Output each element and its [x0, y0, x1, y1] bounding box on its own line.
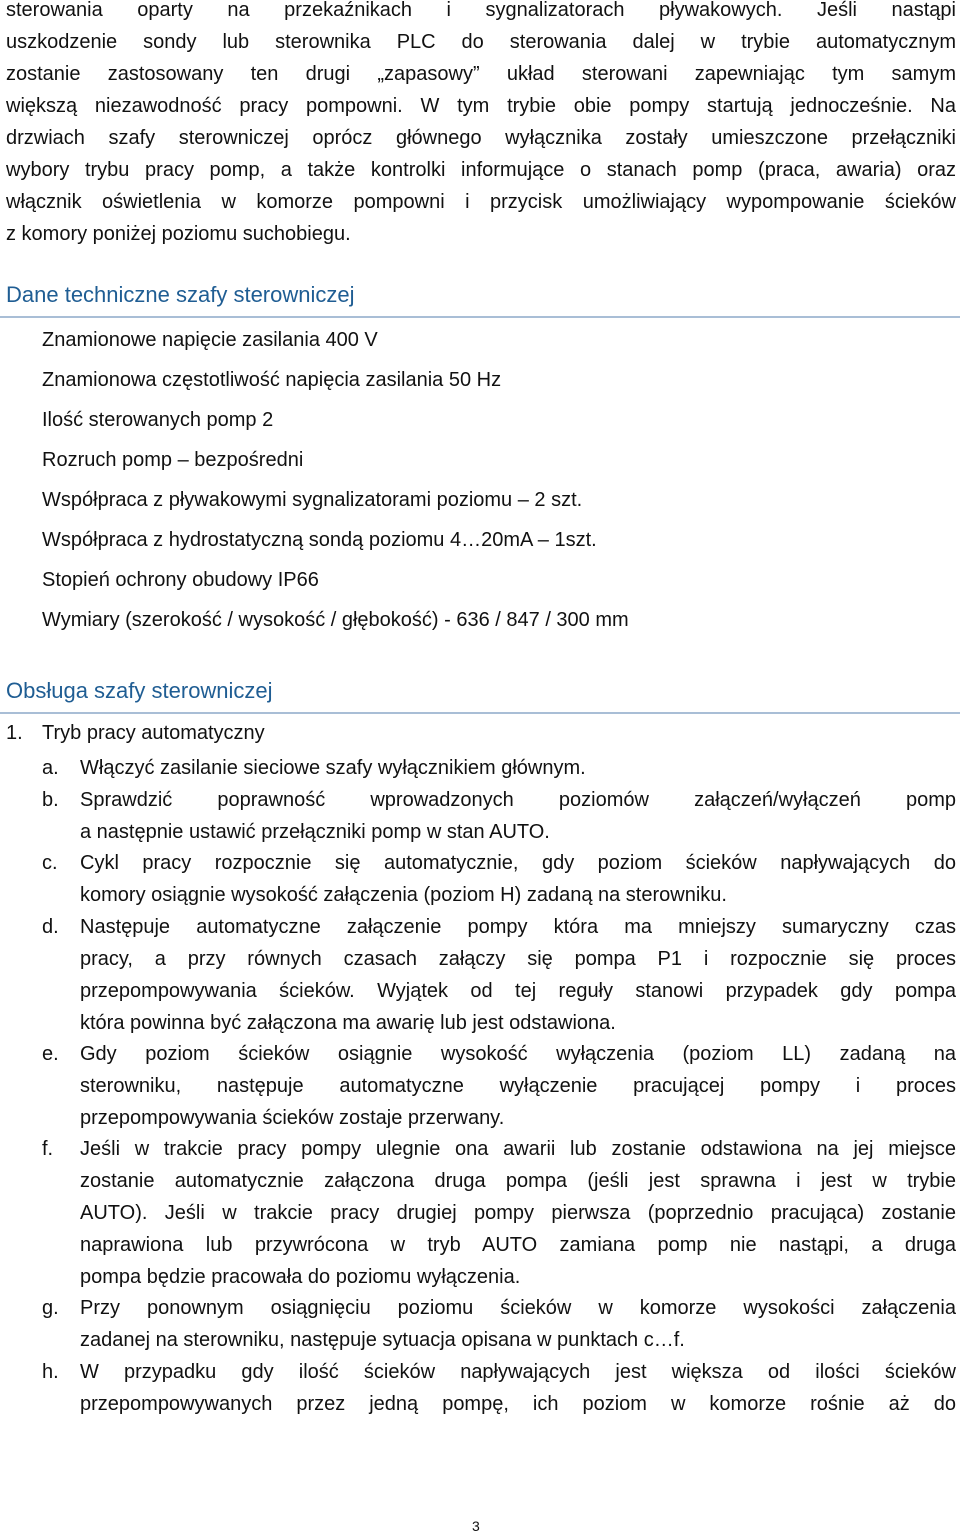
- spec-line: Znamionowe napięcie zasilania 400 V: [42, 329, 378, 351]
- intro-paragraph: [6, 0, 956, 250]
- list-item: [42, 911, 956, 1039]
- item-line: Przy ponownym osiągnięciu poziomu ścieków w komorze wysokości załączenia: [80, 1297, 956, 1319]
- list-number: 1.: [6, 722, 23, 744]
- item-letter: b.: [42, 789, 59, 811]
- spec-line: Wymiary (szerokość / wysokość / głębokość) - 636 / 847 / 300 mm: [42, 609, 629, 631]
- item-line: przepompowywania ścieków. Wyjątek od tej reguły stanowi przypadek gdy pompa: [80, 980, 956, 1002]
- section-title: Obsługa szafy sterowniczej: [6, 678, 273, 703]
- item-line: Cykl pracy rozpocznie się automatycznie, gdy poziom ścieków napływających do: [80, 852, 956, 874]
- item-line: pompa będzie pracowała do poziomu wyłączenia.: [80, 1266, 521, 1288]
- item-letter: h.: [42, 1361, 59, 1383]
- item-line: komory osiągnie wysokość załączenia (poziom H) zadaną na sterowniku.: [80, 884, 727, 906]
- item-line: przepompowywanych przez jedną pompę, ich poziom w komorze rośnie aż do: [80, 1393, 956, 1415]
- spec-line: Ilość sterowanych pomp 2: [42, 409, 274, 431]
- section-heading-operation: [0, 672, 960, 714]
- paragraph-line: uszkodzenie sondy lub sterownika PLC do sterowania dalej w trybie automatycznym: [6, 31, 956, 53]
- paragraph-line: włącznik oświetlenia w komorze pompowni i przycisk umożliwiający wypompowanie ścieków: [6, 191, 956, 213]
- list-item: [42, 752, 956, 784]
- list-item: [42, 1292, 956, 1356]
- item-line: naprawiona lub przywrócona w tryb AUTO zamiana pomp nie nastąpi, a druga: [80, 1234, 956, 1256]
- item-line: AUTO). Jeśli w trakcie pracy drugiej pompy pierwsza (poprzednio pracująca) zostanie: [80, 1202, 956, 1224]
- paragraph-line: wybory trybu pracy pomp, a także kontrolki informujące o stanach pomp (praca, awaria) oraz: [6, 159, 956, 181]
- section-title: Dane techniczne szafy sterowniczej: [6, 282, 355, 307]
- item-letter: e.: [42, 1043, 59, 1065]
- paragraph-line: drzwiach szafy sterowniczej oprócz głównego wyłącznika zostały umieszczone przełączniki: [6, 127, 956, 149]
- item-letter: g.: [42, 1297, 59, 1319]
- item-line: Gdy poziom ścieków osiągnie wysokość wyłączenia (poziom LL) zadaną na: [80, 1043, 956, 1065]
- item-line: sterowniku, następuje automatyczne wyłączenie pracującej pompy i proces: [80, 1075, 956, 1097]
- list-heading: [6, 722, 265, 745]
- item-line: Następuje automatyczne załączenie pompy która ma mniejszy sumaryczny czas: [80, 916, 956, 938]
- spec-line: Współpraca z hydrostatyczną sondą poziomu 4…20mA – 1szt.: [42, 529, 597, 551]
- paragraph-line: większą niezawodność pracy pompowni. W tym trybie obie pompy startują jednocześnie. Na: [6, 95, 956, 117]
- item-line: Sprawdzić poprawność wprowadzonych poziomów załączeń/wyłączeń pomp: [80, 789, 956, 811]
- item-line: zadanej na sterowniku, następuje sytuacja opisana w punktach c…f.: [80, 1329, 685, 1351]
- item-line: W przypadku gdy ilość ścieków napływających jest większa od ilości ścieków: [80, 1361, 956, 1383]
- item-line: pracy, a przy równych czasach załączy się pompa P1 i rozpocznie się proces: [80, 948, 956, 970]
- item-line: zostanie automatycznie załączona druga pompa (jeśli jest sprawna i jest w trybie: [80, 1170, 956, 1192]
- item-line: a następnie ustawić przełączniki pomp w stan AUTO.: [80, 821, 550, 843]
- paragraph-line: z komory poniżej poziomu suchobiegu.: [6, 223, 351, 245]
- spec-line: Współpraca z pływakowymi sygnalizatorami poziomu – 2 szt.: [42, 489, 583, 511]
- item-line: która powinna być załączona ma awarię lub jest odstawiona.: [80, 1012, 616, 1034]
- paragraph-line: zostanie zastosowany ten drugi „zapasowy” układ sterowani zapewniając tym samym: [6, 63, 956, 85]
- list-item: [42, 1038, 956, 1134]
- item-letter: a.: [42, 757, 59, 779]
- spec-line: Rozruch pomp – bezpośredni: [42, 449, 304, 471]
- spec-line: Stopień ochrony obudowy IP66: [42, 569, 319, 591]
- paragraph-line: sterowania oparty na przekaźnikach i sygnalizatorach pływakowych. Jeśli nastąpi: [6, 0, 956, 21]
- item-letter: f.: [42, 1138, 54, 1160]
- item-line: przepompowywania ścieków zostaje przerwany.: [80, 1107, 505, 1129]
- item-line: Jeśli w trakcie pracy pompy ulegnie ona awarii lub zostanie odstawiona na jej miejsce: [80, 1138, 956, 1160]
- list-item: [42, 1133, 956, 1293]
- list-title: Tryb pracy automatyczny: [42, 722, 265, 744]
- item-line: Włączyć zasilanie sieciowe szafy wyłącznikiem głównym.: [80, 757, 586, 779]
- list-item: [42, 784, 956, 848]
- item-letter: c.: [42, 852, 58, 874]
- list-item: [42, 847, 956, 911]
- list-item: [42, 1356, 956, 1420]
- section-heading-technical-data: [0, 276, 960, 318]
- item-letter: d.: [42, 916, 59, 938]
- page-number: 3: [472, 1518, 480, 1534]
- spec-line: Znamionowa częstotliwość napięcia zasilania 50 Hz: [42, 369, 502, 391]
